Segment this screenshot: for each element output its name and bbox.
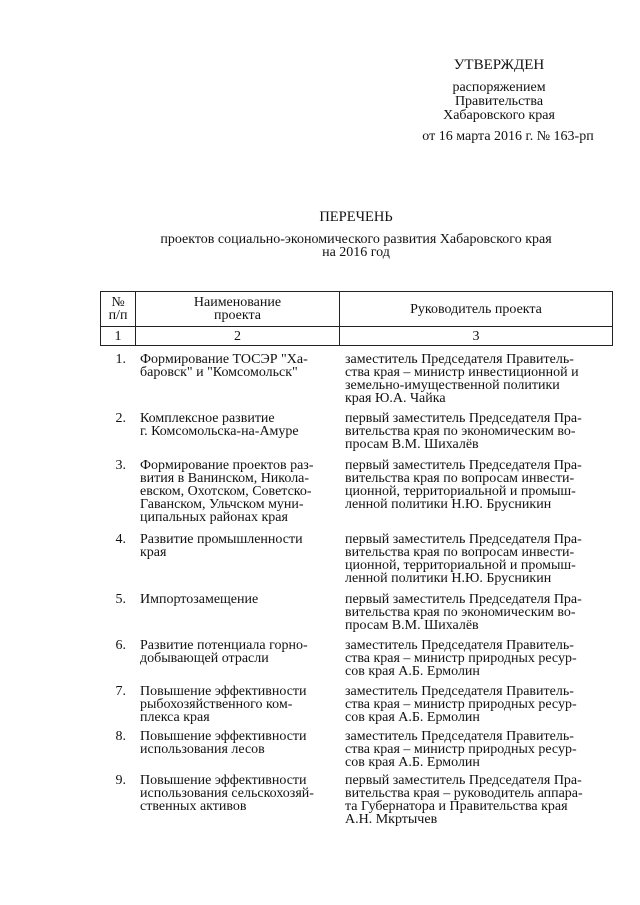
- project-name: Повышение эффективности рыбохозяйственного ком- плекса края: [140, 684, 307, 725]
- header-lead: Руководитель проекта: [340, 292, 613, 327]
- row-number: 6.: [115, 638, 126, 653]
- approval-line-3: Хабаровского края: [443, 108, 555, 123]
- project-name: Комплексное развитие г. Комсомольска-на-Амуре: [140, 411, 299, 439]
- project-name: Развитие потенциала горно- добывающей отрасли: [140, 638, 308, 666]
- project-leader: заместитель Председателя Правитель- ства края – министр природных ресур- сов края А.Б. Ермолин: [345, 684, 577, 725]
- approval-line-1: распоряжением: [452, 80, 546, 95]
- row-number: 5.: [115, 592, 126, 607]
- project-leader: заместитель Председателя Правитель- ства края – министр инвестиционной и земельно-имущественной политики края Ю.А. Чайка: [345, 352, 579, 406]
- document-title: ПЕРЕЧЕНЬ: [319, 209, 393, 225]
- project-name: Импортозамещение: [140, 592, 259, 607]
- row-number: 2.: [115, 411, 126, 426]
- project-leader: первый заместитель Председателя Пра- вительства края по экономическим во- просам В.М. Шихалёв: [345, 592, 582, 633]
- project-name: Формирование ТОСЭР "Ха- баровск" и "Комсомольск": [140, 352, 308, 380]
- project-leader: первый заместитель Председателя Пра- вительства края по вопросам инвести- ционной, территориальной и промыш- ленной политики Н.Ю. Брусникин: [345, 458, 582, 512]
- document-subtitle-1: проектов социально-экономического развития Хабаровского края: [160, 232, 552, 247]
- column-number-1: 1: [101, 327, 136, 346]
- column-number-3: 3: [340, 327, 613, 346]
- project-name: Формирование проектов раз- вития в Ванинском, Никола- евском, Охотском, Советско- Гаванском, Ульчском муни- ципальных районах края: [140, 458, 314, 525]
- project-leader: заместитель Председателя Правитель- ства края – министр природных ресур- сов края А.Б. Ермолин: [345, 638, 577, 679]
- header-num: № п/п: [101, 292, 136, 327]
- approval-date: от 16 марта 2016 г. № 163-рп: [422, 129, 594, 144]
- column-number-2: 2: [136, 327, 340, 346]
- project-leader: первый заместитель Председателя Пра- вительства края – руководитель аппара- та Губернатора и Правительства края А.Н. Мкртычев: [345, 773, 583, 827]
- row-number: 8.: [115, 729, 126, 744]
- document-title-block: [100, 211, 612, 259]
- row-number: 7.: [115, 684, 126, 699]
- project-name: Повышение эффективности использования лесов: [140, 729, 307, 757]
- project-leader: заместитель Председателя Правитель- ства края – министр природных ресур- сов края А.Б. Ермолин: [345, 729, 577, 770]
- project-name: Повышение эффективности использования сельскохозяй- ственных активов: [140, 773, 314, 814]
- row-number: 1.: [115, 352, 126, 367]
- project-leader: первый заместитель Председателя Пра- вительства края по вопросам инвести- ционной, территориальной и промыш- ленной политики Н.Ю. Брусникин: [345, 532, 582, 586]
- row-number: 4.: [115, 532, 126, 547]
- project-name: Развитие промышленности края: [140, 532, 303, 560]
- document-subtitle-2: на 2016 год: [322, 245, 390, 260]
- approval-heading: УТВЕРЖДЕН: [453, 57, 545, 73]
- row-number: 9.: [115, 773, 126, 788]
- row-number: 3.: [115, 458, 126, 473]
- approval-block: [384, 58, 614, 144]
- header-name: Наименование проекта: [136, 292, 340, 327]
- project-leader: первый заместитель Председателя Пра- вительства края по экономическим во- просам В.М. Шихалёв: [345, 411, 582, 452]
- projects-table-header: [100, 291, 613, 346]
- approval-line-2: Правительства: [454, 94, 544, 109]
